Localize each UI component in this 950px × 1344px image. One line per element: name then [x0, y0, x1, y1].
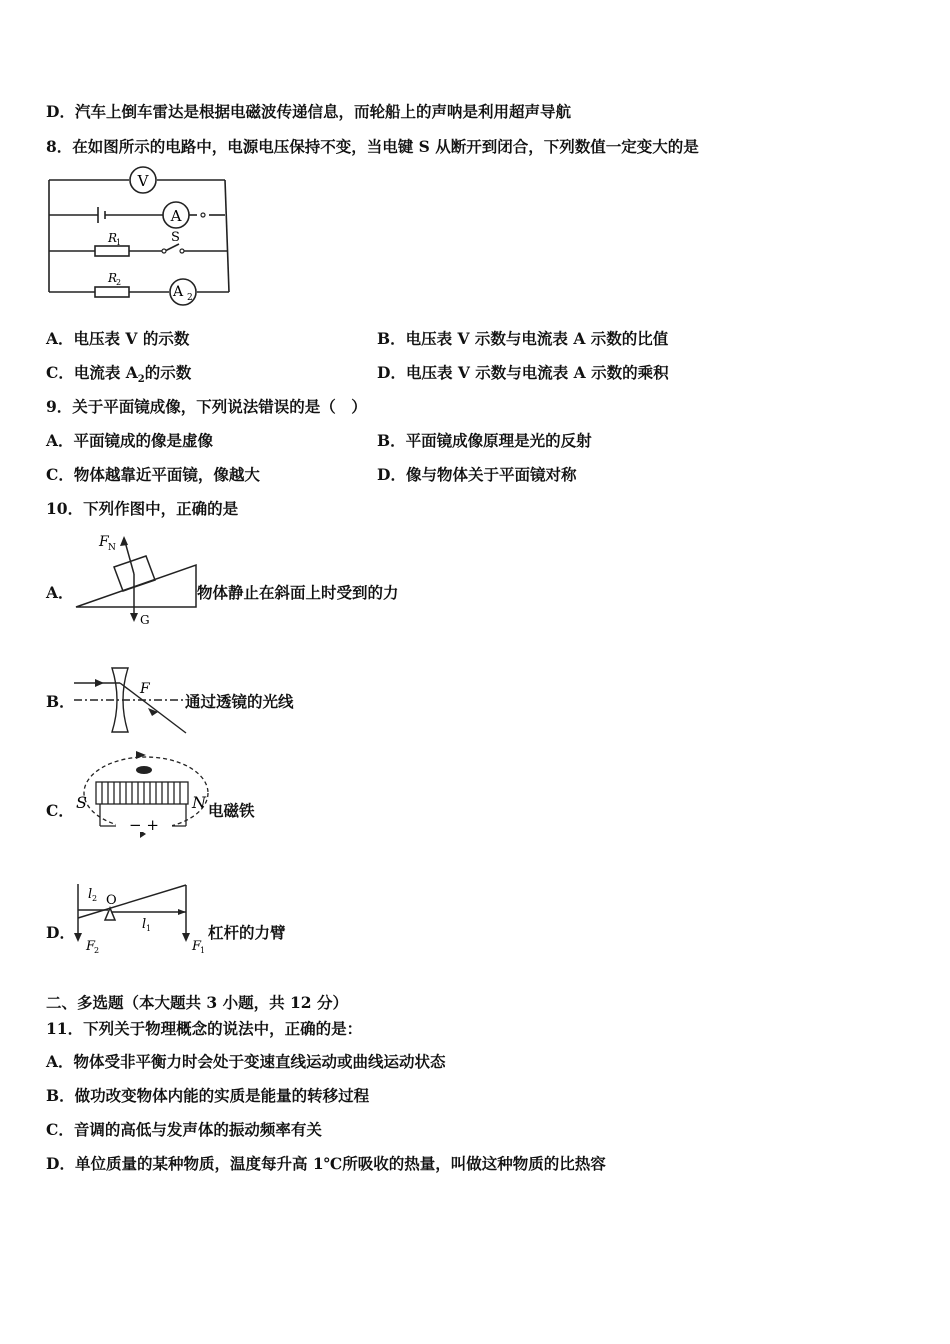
r1-label: R — [108, 231, 118, 245]
q10-option-d-label: D． — [46, 923, 75, 942]
q9-option-b: B．平面镜成像原理是光的反射 — [377, 431, 592, 450]
r2-label: R — [108, 271, 118, 285]
r2-sub: 2 — [116, 278, 122, 287]
battery-label: − + — [129, 816, 159, 834]
section2-title: 二、多选题（本大题共 3 小题，共 12 分） — [46, 993, 348, 1012]
l2-label: l — [88, 887, 93, 902]
r1-sub: 1 — [116, 238, 122, 247]
q9-option-d: D．像与物体关于平面镜对称 — [377, 465, 577, 484]
l2-sub: 2 — [92, 894, 98, 903]
q10-electromagnet-diagram — [74, 748, 214, 848]
ammeter2-sub: 2 — [187, 293, 193, 303]
q10-option-a-label: A． — [46, 583, 74, 602]
q10-option-b-caption: 通过透镜的光线 — [185, 692, 294, 711]
q8-option-d: D．电压表 V 示数与电流表 A 示数的乘积 — [377, 363, 669, 382]
f-label: F — [140, 681, 150, 697]
q7-option-d: D．汽车上倒车雷达是根据电磁波传递信息，而轮船上的声呐是利用超声导航 — [46, 102, 571, 121]
q10-lever-diagram — [74, 878, 209, 963]
q11-option-a: A．物体受非平衡力时会处于变速直线运动或曲线运动状态 — [46, 1052, 446, 1071]
n-pole-label: N — [192, 793, 206, 812]
q9-stem: 9．关于平面镜成像，下列说法错误的是（ ） — [46, 397, 367, 416]
f2-label: F — [86, 939, 96, 954]
fn-sub: N — [108, 543, 116, 553]
l1-label: l — [142, 917, 147, 932]
ammeter2-label: A — [172, 284, 184, 300]
q11-option-d: D．单位质量的某种物质，温度每升高 1℃所吸收的热量，叫做这种物质的比热容 — [46, 1154, 606, 1173]
q10-option-c-caption: 电磁铁 — [208, 801, 255, 820]
q8-option-b: B．电压表 V 示数与电流表 A 示数的比值 — [377, 329, 669, 348]
q10-option-c-label: C． — [46, 801, 74, 820]
voltmeter-label: V — [137, 172, 149, 190]
q9-option-c: C．物体越靠近平面镜，像越大 — [46, 465, 260, 484]
l1-sub: 1 — [146, 924, 152, 933]
q11-option-c: C．音调的高低与发声体的振动频率有关 — [46, 1120, 322, 1139]
fn-label: F — [99, 534, 109, 550]
q8-stem: 8．在如图所示的电路中，电源电压保持不变，当电键 S 从断开到闭合，下列数值一定变大的是 — [46, 137, 699, 156]
ammeter-label: A — [170, 207, 182, 225]
o-label: O — [106, 893, 117, 908]
g-label: G — [140, 613, 150, 627]
f2-sub: 2 — [94, 946, 100, 955]
f1-sub: 1 — [200, 946, 206, 955]
f1-label: F — [192, 939, 202, 954]
q8-option-c: C．电流表 $A_2$的示数 — [46, 363, 192, 386]
q11-option-b: B．做功改变物体内能的实质是能量的转移过程 — [46, 1086, 370, 1105]
q8-option-a: A．电压表 V 的示数 — [46, 329, 190, 348]
q10-option-b-label: B． — [46, 692, 75, 711]
q10-option-d-caption: 杠杆的力臂 — [208, 923, 286, 942]
q11-stem: 11．下列关于物理概念的说法中，正确的是： — [46, 1019, 363, 1038]
q10-lens-diagram — [74, 665, 189, 737]
switch-label: S — [171, 230, 180, 245]
q10-option-a-caption: 物体静止在斜面上时受到的力 — [197, 583, 399, 602]
q10-incline-diagram — [74, 530, 199, 630]
s-pole-label: S — [76, 793, 87, 812]
q8-circuit-diagram — [45, 165, 240, 303]
q10-stem: 10．下列作图中，正确的是 — [46, 499, 239, 518]
q9-option-a: A．平面镜成的像是虚像 — [46, 431, 214, 450]
